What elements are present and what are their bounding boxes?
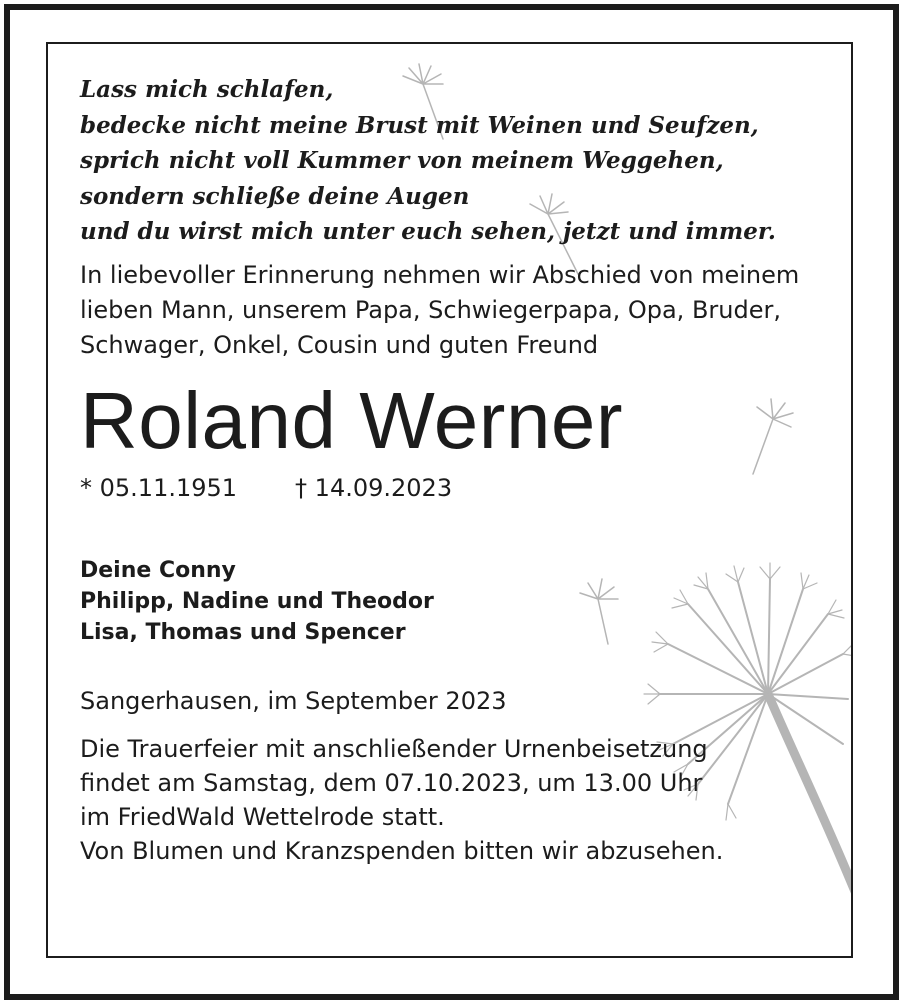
place-date: Sangerhausen, im September 2023 (80, 686, 507, 715)
poem-line: Lass mich schlafen, (80, 76, 334, 103)
poem-line: sondern schließe deine Augen (80, 182, 470, 210)
mourner-line: Lisa, Thomas und Spencer (80, 619, 406, 645)
notice-line: Die Trauerfeier mit anschließender Urnenbeisetzung (80, 734, 708, 763)
birth-date: * 05.11.1951 (80, 473, 238, 502)
mourner-line: Philipp, Nadine und Theodor (80, 588, 434, 614)
notice-line: findet am Samstag, dem 07.10.2023, um 13.00 Uhr (80, 768, 703, 797)
poem-line: und du wirst mich unter euch sehen, jetzt und immer. (80, 218, 776, 245)
life-dates (80, 471, 820, 505)
notice-line: im FriedWald Wettelrode statt. (80, 802, 445, 831)
obituary-content (80, 72, 820, 868)
poem-line: bedecke nicht meine Brust mit Weinen und Seufzen, (80, 111, 759, 139)
notice-line: Von Blumen und Kranzspenden bitten wir abzusehen. (80, 836, 724, 865)
deceased-name: Roland Werner (80, 375, 624, 465)
poem-line: sprich nicht voll Kummer von meinem Weggehen, (80, 147, 724, 174)
death-date: † 14.09.2023 (295, 473, 453, 502)
intro-text: In liebevoller Erinnerung nehmen wir Abschied von meinem lieben Mann, unserem Papa, Schwiegerpapa, Opa, Bruder, Schwager, Onkel, Cousin und guten Freund (80, 260, 800, 359)
mourners (80, 555, 820, 648)
funeral-notice (80, 732, 820, 868)
obituary-card (46, 42, 853, 958)
mourner-line: Deine Conny (80, 557, 236, 583)
poem (80, 72, 820, 250)
